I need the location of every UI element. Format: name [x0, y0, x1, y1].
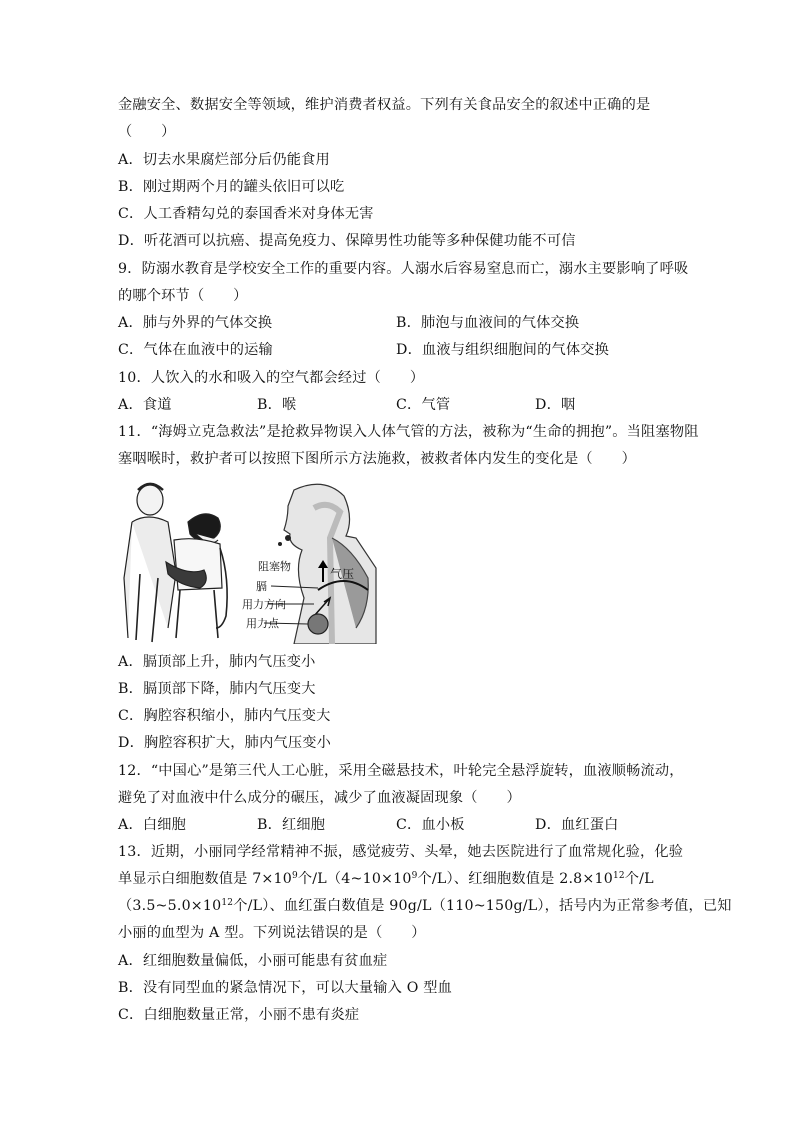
q13-option-c: C．白细胞数量正常，小丽不患有炎症: [118, 1007, 360, 1023]
q11-option-a: A．膈顶部上升，肺内气压变小: [118, 654, 316, 670]
label-force-point: 用力点: [246, 617, 279, 630]
q13-option-a: A．红细胞数量偏低，小丽可能患有贫血症: [118, 953, 388, 969]
q13-line1: 13．近期，小丽同学经常精神不振，感觉疲劳、头晕，她去医院进行了血常规化验，化验: [118, 844, 684, 860]
q12-option-b: B．红细胞: [257, 817, 326, 833]
q11-option-c: C．胸腔容积缩小，肺内气压变大: [118, 708, 331, 724]
q11-stem-line1: 11．“海姆立克急救法”是抢救异物误入人体气管的方法，被称为“生命的拥抱”。当阻塞物阻: [118, 424, 699, 440]
q8-stem-line1: 金融安全、数据安全等领域，维护消费者权益。下列有关食品安全的叙述中正确的是: [118, 97, 651, 113]
q9-option-d: D．血液与组织细胞间的气体交换: [396, 342, 610, 358]
q9-stem-line2: 的哪个环节（ ）: [118, 288, 248, 304]
q11-option-d: D．胸腔容积扩大，肺内气压变小: [118, 735, 332, 751]
heimlich-figure: [118, 478, 390, 644]
q12-stem-line2: 避免了对血液中什么成分的碾压，减少了血液凝固现象（ ）: [118, 790, 521, 806]
q10-option-c: C．气管: [396, 397, 451, 413]
q9-option-c: C．气体在血液中的运输: [118, 342, 273, 358]
label-air-pressure: 气压: [330, 567, 355, 581]
label-force-direction: 用力方向: [242, 598, 286, 611]
victim-illustration: [166, 514, 227, 638]
q10-option-d: D．咽: [535, 397, 576, 413]
q13-line4: 小丽的血型为 A 型。下列说法错误的是（ ）: [118, 925, 426, 941]
q13-line3: （$3.5\sim 5.0\times 10^{12}$个/L）、血红蛋白数值是 90g/L（110~150g/L），括号内为正常参考值，已知: [118, 898, 732, 914]
q9-option-a: A．肺与外界的气体交换: [118, 315, 273, 331]
q10-option-b: B．喉: [257, 397, 297, 413]
q8-option-d: D．听花酒可以抗癌、提高免疫力、保障男性功能等多种保健功能不可信: [118, 233, 576, 249]
q10-stem: 10．人饮入的水和吸入的空气都会经过（ ）: [118, 370, 425, 386]
cross-section-illustration: [278, 484, 376, 644]
q12-option-d: D．血红蛋白: [535, 817, 619, 833]
q13-line2: 单显示白细胞数值是 $7\times 10^9$个$/L(4\sim 10\times 10^9$个/L）、红细胞数值是 $2.8\times 10^{12}$个/L: [118, 871, 654, 887]
q12-option-a: A．白细胞: [118, 817, 186, 833]
q13-option-b: B．没有同型血的紧急情况下，可以大量输入 O 型血: [118, 980, 453, 996]
q8-stem-line2: （ ）: [118, 124, 176, 140]
label-obstruction: 阻塞物: [258, 560, 291, 573]
q8-option-c: C．人工香精勾兑的泰国香米对身体无害: [118, 206, 374, 222]
q11-option-b: B．膈顶部下降，肺内气压变大: [118, 681, 316, 697]
q10-option-a: A．食道: [118, 397, 172, 413]
q8-option-a: A．切去水果腐烂部分后仍能食用: [118, 152, 330, 168]
q9-stem-line1: 9．防溺水教育是学校安全工作的重要内容。人溺水后容易窒息而亡，溺水主要影响了呼吸: [118, 261, 689, 277]
q12-stem-line1: 12．“中国心”是第三代人工心脏，采用全磁悬技术，叶轮完全悬浮旋转，血液顺畅流动，: [118, 763, 684, 779]
q12-option-c: C．血小板: [396, 817, 465, 833]
label-diaphragm: 膈: [256, 580, 267, 593]
q8-option-b: B．刚过期两个月的罐头依旧可以吃: [118, 179, 345, 195]
q11-stem-line2: 塞咽喉时，救护者可以按照下图所示方法施救，被救者体内发生的变化是（ ）: [118, 451, 636, 467]
q9-option-b: B．肺泡与血液间的气体交换: [396, 315, 580, 331]
